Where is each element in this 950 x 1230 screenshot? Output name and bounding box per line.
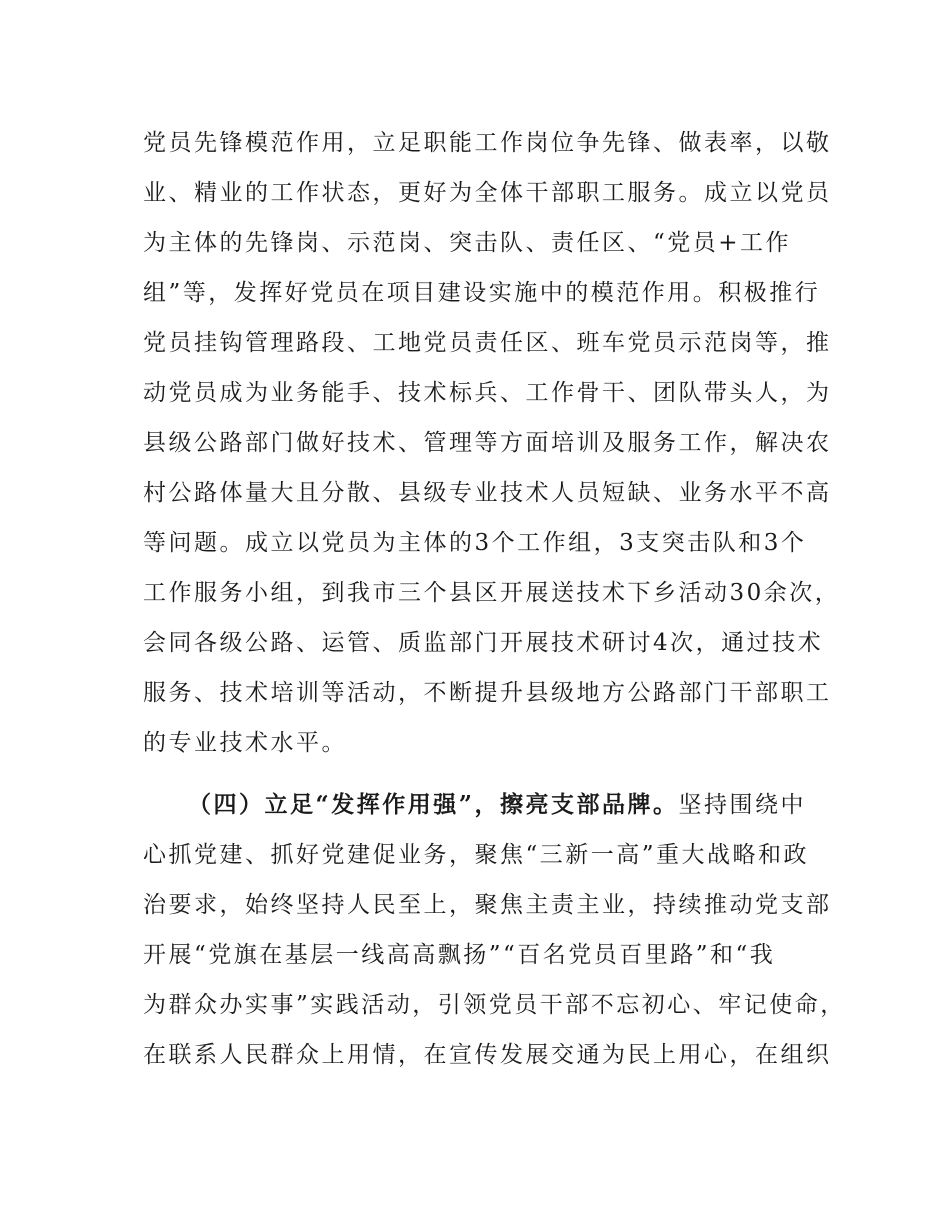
paragraph-1-line: 村公路体量大且分散、县级专业技术人员短缺、业务水平不高 xyxy=(143,480,832,506)
paragraph-1-line: 服务、技术培训等活动，不断提升县级地方公路部门干部职工 xyxy=(143,680,832,706)
paragraph-1-line: 动党员成为业务能手、技术标兵、工作骨干、团队带头人，为 xyxy=(143,380,832,406)
paragraph-1-line: 组”等，发挥好党员在项目建设实施中的模范作用。积极推行 xyxy=(143,280,821,306)
paragraph-1-line: 党员先锋模范作用，立足职能工作岗位争先锋、做表率，以敬 xyxy=(143,130,832,156)
paragraph-2-line: 开展“党旗在基层一线高高飘扬”“百名党员百里路”和“我 xyxy=(143,942,776,968)
paragraph-1-line: 党员挂钩管理路段、工地党员责任区、班车党员示范岗等，推 xyxy=(143,330,832,356)
paragraph-1-line: 县级公路部门做好技术、管理等方面培训及服务工作，解决农 xyxy=(143,430,832,456)
paragraph-1-line: 工作服务小组，到我市三个县区开展送技术下乡活动30余次， xyxy=(143,580,841,606)
section-heading: （四）立足“发挥作用强”，擦亮支部品牌。 xyxy=(188,791,679,818)
paragraph-2-first-line-rest: 坚持围绕中 xyxy=(678,792,806,818)
paragraph-1-line: 等问题。成立以党员为主体的3个工作组，3支突击队和3个 xyxy=(143,530,807,556)
paragraph-1-line: 会同各级公路、运管、质监部门开展技术研讨4次，通过技术 xyxy=(143,630,824,656)
paragraph-2-first-line xyxy=(188,790,806,820)
paragraph-1-line: 为主体的先锋岗、示范岗、突击队、责任区、“党员+工作 xyxy=(143,230,792,256)
paragraph-1-line: 业、精业的工作状态，更好为全体干部职工服务。成立以党员 xyxy=(143,180,832,206)
paragraph-1-line: 的专业技术水平。 xyxy=(143,730,347,756)
paragraph-2-line: 为群众办实事”实践活动，引领党员干部不忘初心、牢记使命， xyxy=(143,992,846,1018)
paragraph-2-line: 在联系人民群众上用情，在宣传发展交通为民上用心，在组织 xyxy=(143,1042,832,1068)
paragraph-2-line: 治要求，始终坚持人民至上，聚焦主责主业，持续推动党支部 xyxy=(143,892,832,918)
paragraph-2-line: 心抓党建、抓好党建促业务，聚焦“三新一高”重大战略和政 xyxy=(143,842,810,868)
